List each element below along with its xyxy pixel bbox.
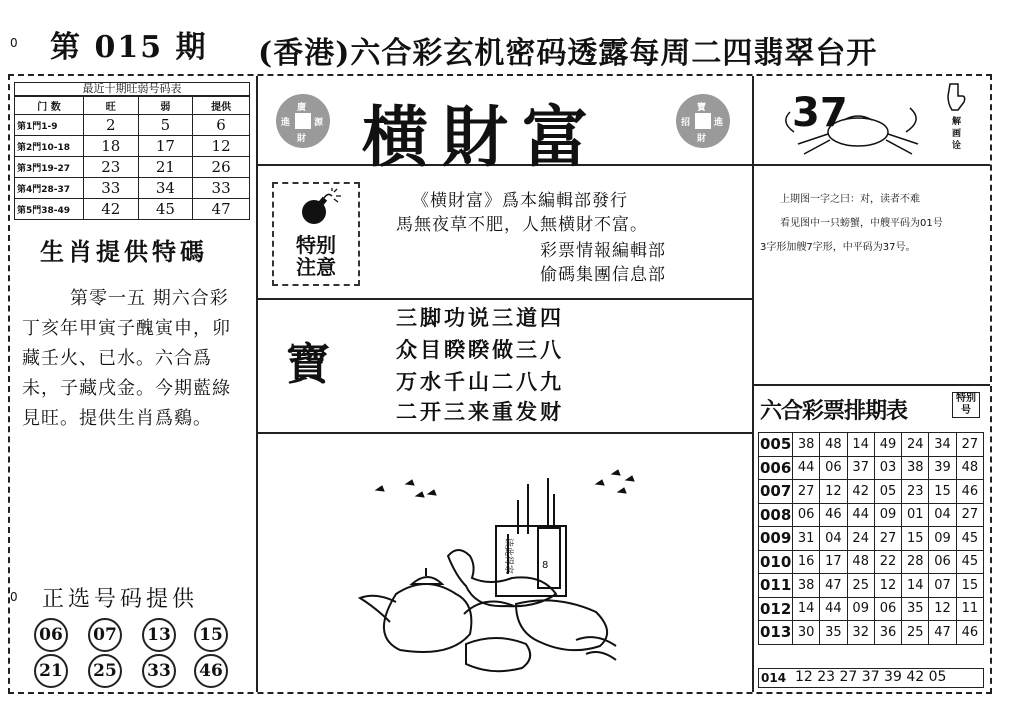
issue-suffix: 期 bbox=[175, 30, 208, 65]
stats-cell: 21 bbox=[138, 157, 193, 178]
stats-cell: 2 bbox=[84, 115, 139, 136]
schedule-number: 12 bbox=[820, 480, 847, 504]
page-header bbox=[20, 8, 1010, 71]
riddle-clue-line: 看见图中一只螃蟹，中艘平码为01号 bbox=[780, 218, 943, 229]
schedule-row bbox=[759, 503, 984, 527]
stats-header-cell: 弱 bbox=[138, 97, 193, 115]
schedule-number: 38 bbox=[793, 574, 820, 598]
coin-hole bbox=[695, 113, 711, 129]
schedule-number: 04 bbox=[820, 527, 847, 551]
schedule-issue: 006 bbox=[759, 456, 793, 480]
stats-header-cell: 门 数 bbox=[15, 97, 84, 115]
schedule-number: 04 bbox=[929, 503, 956, 527]
notice-label-line: 特别 bbox=[296, 233, 336, 257]
notice-label bbox=[284, 234, 348, 278]
schedule-special-number: 46 bbox=[956, 480, 983, 504]
schedule-number: 25 bbox=[902, 621, 929, 645]
teapot-illustration bbox=[356, 444, 646, 680]
schedule-number: 06 bbox=[874, 597, 901, 621]
schedule-special-number: 15 bbox=[956, 574, 983, 598]
schedule-number: 30 bbox=[793, 621, 820, 645]
coin-char: 財 bbox=[297, 134, 307, 144]
schedule-last-numbers: 12 23 27 37 39 42 05 bbox=[795, 669, 947, 685]
issue-number: 015 bbox=[94, 30, 164, 65]
schedule-row bbox=[759, 574, 984, 598]
issue-label bbox=[50, 22, 208, 66]
coin-char: 財 bbox=[697, 134, 707, 144]
schedule-number: 28 bbox=[902, 550, 929, 574]
schedule-number: 24 bbox=[847, 527, 874, 551]
schedule-issue: 012 bbox=[759, 597, 793, 621]
coin-char: 招 bbox=[681, 118, 691, 128]
schedule-number: 44 bbox=[847, 503, 874, 527]
divider-poem bbox=[258, 432, 752, 434]
schedule-title: 六合彩票排期表 bbox=[760, 399, 908, 424]
schedule-number: 36 bbox=[874, 621, 901, 645]
schedule-row bbox=[759, 597, 984, 621]
stats-row-label: 第4門28-37 bbox=[15, 178, 84, 199]
schedule-row bbox=[759, 550, 984, 574]
stats-cell: 45 bbox=[138, 199, 193, 220]
schedule-number: 44 bbox=[820, 597, 847, 621]
brand-title: 横財富 bbox=[362, 98, 602, 176]
coin-icon-left bbox=[276, 94, 330, 148]
cup-text: 读此得家 bbox=[503, 538, 513, 575]
schedule-number: 38 bbox=[793, 433, 820, 457]
crab-riddle-illustration bbox=[770, 82, 940, 158]
stats-cell: 12 bbox=[193, 136, 250, 157]
coin-char: 寶 bbox=[697, 103, 707, 113]
schedule-row bbox=[759, 527, 984, 551]
notice-line: 彩票情報編輯部 bbox=[540, 241, 666, 261]
riddle-side-note: 解画诠 bbox=[952, 117, 962, 151]
poem-line: 二开三来重发财 bbox=[396, 400, 564, 424]
stats-cell: 6 bbox=[193, 115, 250, 136]
schedule-number: 14 bbox=[902, 574, 929, 598]
schedule-special-number: 45 bbox=[956, 527, 983, 551]
schedule-number: 06 bbox=[929, 550, 956, 574]
coin-icon-right bbox=[676, 94, 730, 148]
notice-label-line: 注意 bbox=[296, 255, 336, 279]
notice-line: 偷碼集團信息部 bbox=[540, 265, 666, 285]
schedule-issue: 009 bbox=[759, 527, 793, 551]
bomb-icon bbox=[296, 188, 342, 228]
stats-cell: 42 bbox=[84, 199, 139, 220]
schedule-number: 06 bbox=[793, 503, 820, 527]
riddle-figure-text: 37 bbox=[792, 90, 848, 136]
schedule-number: 47 bbox=[820, 574, 847, 598]
stats-cell: 18 bbox=[84, 136, 139, 157]
schedule-special-number: 48 bbox=[956, 456, 983, 480]
pick-ball: 21 bbox=[34, 654, 68, 688]
schedule-number: 27 bbox=[874, 527, 901, 551]
stats-caption: 最近十期旺弱号码表 bbox=[14, 82, 250, 96]
stats-cell: 5 bbox=[138, 115, 193, 136]
cup-label: 8 bbox=[542, 560, 549, 571]
pick-ball: 25 bbox=[88, 654, 122, 688]
schedule-number: 46 bbox=[820, 503, 847, 527]
schedule-issue: 007 bbox=[759, 480, 793, 504]
pick-ball: 13 bbox=[142, 618, 176, 652]
stats-header-row bbox=[15, 97, 250, 115]
schedule-number: 12 bbox=[874, 574, 901, 598]
notice-line: 馬無夜草不肥，人無横財不富。 bbox=[396, 215, 648, 235]
schedule-issue: 010 bbox=[759, 550, 793, 574]
schedule-number: 25 bbox=[847, 574, 874, 598]
coin-char: 進 bbox=[714, 118, 724, 128]
riddle-clue-line: 3字形加艘7字形，中平码为37号。 bbox=[760, 242, 916, 253]
divider-notice bbox=[258, 298, 752, 300]
stats-row-label: 第3門19-27 bbox=[15, 157, 84, 178]
schedule-number: 15 bbox=[929, 480, 956, 504]
schedule-number: 44 bbox=[793, 456, 820, 480]
schedule-special-number: 11 bbox=[956, 597, 983, 621]
schedule-number: 38 bbox=[902, 456, 929, 480]
schedule-special-number: 27 bbox=[956, 503, 983, 527]
pick-ball: 33 bbox=[142, 654, 176, 688]
schedule-issue: 013 bbox=[759, 621, 793, 645]
corner-mark-bottom: 0 bbox=[10, 590, 18, 604]
schedule-number: 42 bbox=[847, 480, 874, 504]
schedule-number: 47 bbox=[929, 621, 956, 645]
schedule-number: 09 bbox=[847, 597, 874, 621]
schedule-number: 24 bbox=[902, 433, 929, 457]
pick-ball: 46 bbox=[194, 654, 228, 688]
schedule-row bbox=[759, 433, 984, 457]
stats-row bbox=[15, 157, 250, 178]
schedule-number: 14 bbox=[847, 433, 874, 457]
stats-row bbox=[15, 136, 250, 157]
schedule-number: 06 bbox=[820, 456, 847, 480]
stats-cell: 33 bbox=[84, 178, 139, 199]
stats-row bbox=[15, 115, 250, 136]
schedule-number: 01 bbox=[902, 503, 929, 527]
coin-char: 進 bbox=[281, 118, 291, 128]
schedule-table bbox=[758, 432, 984, 645]
schedule-number: 35 bbox=[902, 597, 929, 621]
notice-line: 《横財富》爲本編輯部發行 bbox=[412, 191, 628, 211]
stats-header-cell: 提供 bbox=[193, 97, 250, 115]
schedule-number: 07 bbox=[929, 574, 956, 598]
schedule-number: 14 bbox=[793, 597, 820, 621]
divider-schedule bbox=[754, 384, 990, 386]
picks-title: 正选号码提供 bbox=[42, 587, 199, 612]
riddle-clue bbox=[760, 188, 988, 260]
schedule-special-number: 46 bbox=[956, 621, 983, 645]
pick-ball: 15 bbox=[194, 618, 228, 652]
divider-left bbox=[256, 76, 258, 692]
schedule-row bbox=[759, 480, 984, 504]
schedule-number: 15 bbox=[902, 527, 929, 551]
schedule-number: 48 bbox=[847, 550, 874, 574]
schedule-issue: 011 bbox=[759, 574, 793, 598]
schedule-number: 34 bbox=[929, 433, 956, 457]
schedule-special-number: 45 bbox=[956, 550, 983, 574]
stats-row bbox=[15, 178, 250, 199]
stats-cell: 47 bbox=[193, 199, 250, 220]
stats-row-label: 第1門1-9 bbox=[15, 115, 84, 136]
pick-ball: 06 bbox=[34, 618, 68, 652]
poem-seal: 寶 bbox=[286, 339, 330, 390]
stats-row-label: 第5門38-49 bbox=[15, 199, 84, 220]
page-title: (香港)六合彩玄机密码透露每周二四翡翠台开 bbox=[258, 36, 878, 71]
schedule-special-number: 27 bbox=[956, 433, 983, 457]
stats-header-cell: 旺 bbox=[84, 97, 139, 115]
schedule-special-label: 特别号 bbox=[952, 392, 980, 418]
coin-char: 源 bbox=[314, 118, 324, 128]
schedule-number: 35 bbox=[820, 621, 847, 645]
schedule-number: 48 bbox=[820, 433, 847, 457]
pointing-hand-icon bbox=[944, 82, 968, 112]
coin-hole bbox=[295, 113, 311, 129]
schedule-number: 09 bbox=[929, 527, 956, 551]
stats-cell: 34 bbox=[138, 178, 193, 199]
poem-line: 众目睽睽做三八 bbox=[396, 338, 564, 362]
schedule-number: 32 bbox=[847, 621, 874, 645]
coin-char: 廣 bbox=[297, 103, 307, 113]
schedule-row bbox=[759, 456, 984, 480]
zodiac-title: 生肖提供特碼 bbox=[40, 238, 208, 266]
poem-line: 万水千山二八九 bbox=[396, 370, 564, 394]
schedule-number: 16 bbox=[793, 550, 820, 574]
schedule-number: 17 bbox=[820, 550, 847, 574]
stats-cell: 26 bbox=[193, 157, 250, 178]
stats-row-label: 第2門10-18 bbox=[15, 136, 84, 157]
poem-line: 三脚功说三道四 bbox=[396, 306, 564, 330]
schedule-number: 12 bbox=[929, 597, 956, 621]
stats-cell: 17 bbox=[138, 136, 193, 157]
schedule-number: 09 bbox=[874, 503, 901, 527]
schedule-issue: 008 bbox=[759, 503, 793, 527]
stats-table bbox=[14, 96, 250, 220]
corner-mark-top: 0 bbox=[10, 36, 18, 50]
issue-prefix: 第 bbox=[50, 30, 82, 65]
pick-ball: 07 bbox=[88, 618, 122, 652]
schedule-number: 39 bbox=[929, 456, 956, 480]
stats-cell: 33 bbox=[193, 178, 250, 199]
schedule-number: 27 bbox=[793, 480, 820, 504]
stats-row bbox=[15, 199, 250, 220]
schedule-number: 23 bbox=[902, 480, 929, 504]
schedule-number: 22 bbox=[874, 550, 901, 574]
schedule-number: 31 bbox=[793, 527, 820, 551]
schedule-number: 03 bbox=[874, 456, 901, 480]
schedule-number: 37 bbox=[847, 456, 874, 480]
schedule-issue: 005 bbox=[759, 433, 793, 457]
schedule-last-issue: 014 bbox=[761, 671, 787, 685]
schedule-last-row bbox=[758, 668, 984, 688]
riddle-clue-line: 上期图一字之曰：对，读者不难 bbox=[780, 194, 920, 205]
zodiac-body: 第零一五 期六合彩丁亥年甲寅子醜寅申，卯藏壬火、已水。六合爲未，子藏戌金。今期藍綠見旺。提供生肖爲鷄。 bbox=[22, 288, 231, 429]
schedule-number: 49 bbox=[874, 433, 901, 457]
schedule-row bbox=[759, 621, 984, 645]
divider-riddle bbox=[754, 164, 990, 166]
schedule-number: 05 bbox=[874, 480, 901, 504]
stats-cell: 23 bbox=[84, 157, 139, 178]
